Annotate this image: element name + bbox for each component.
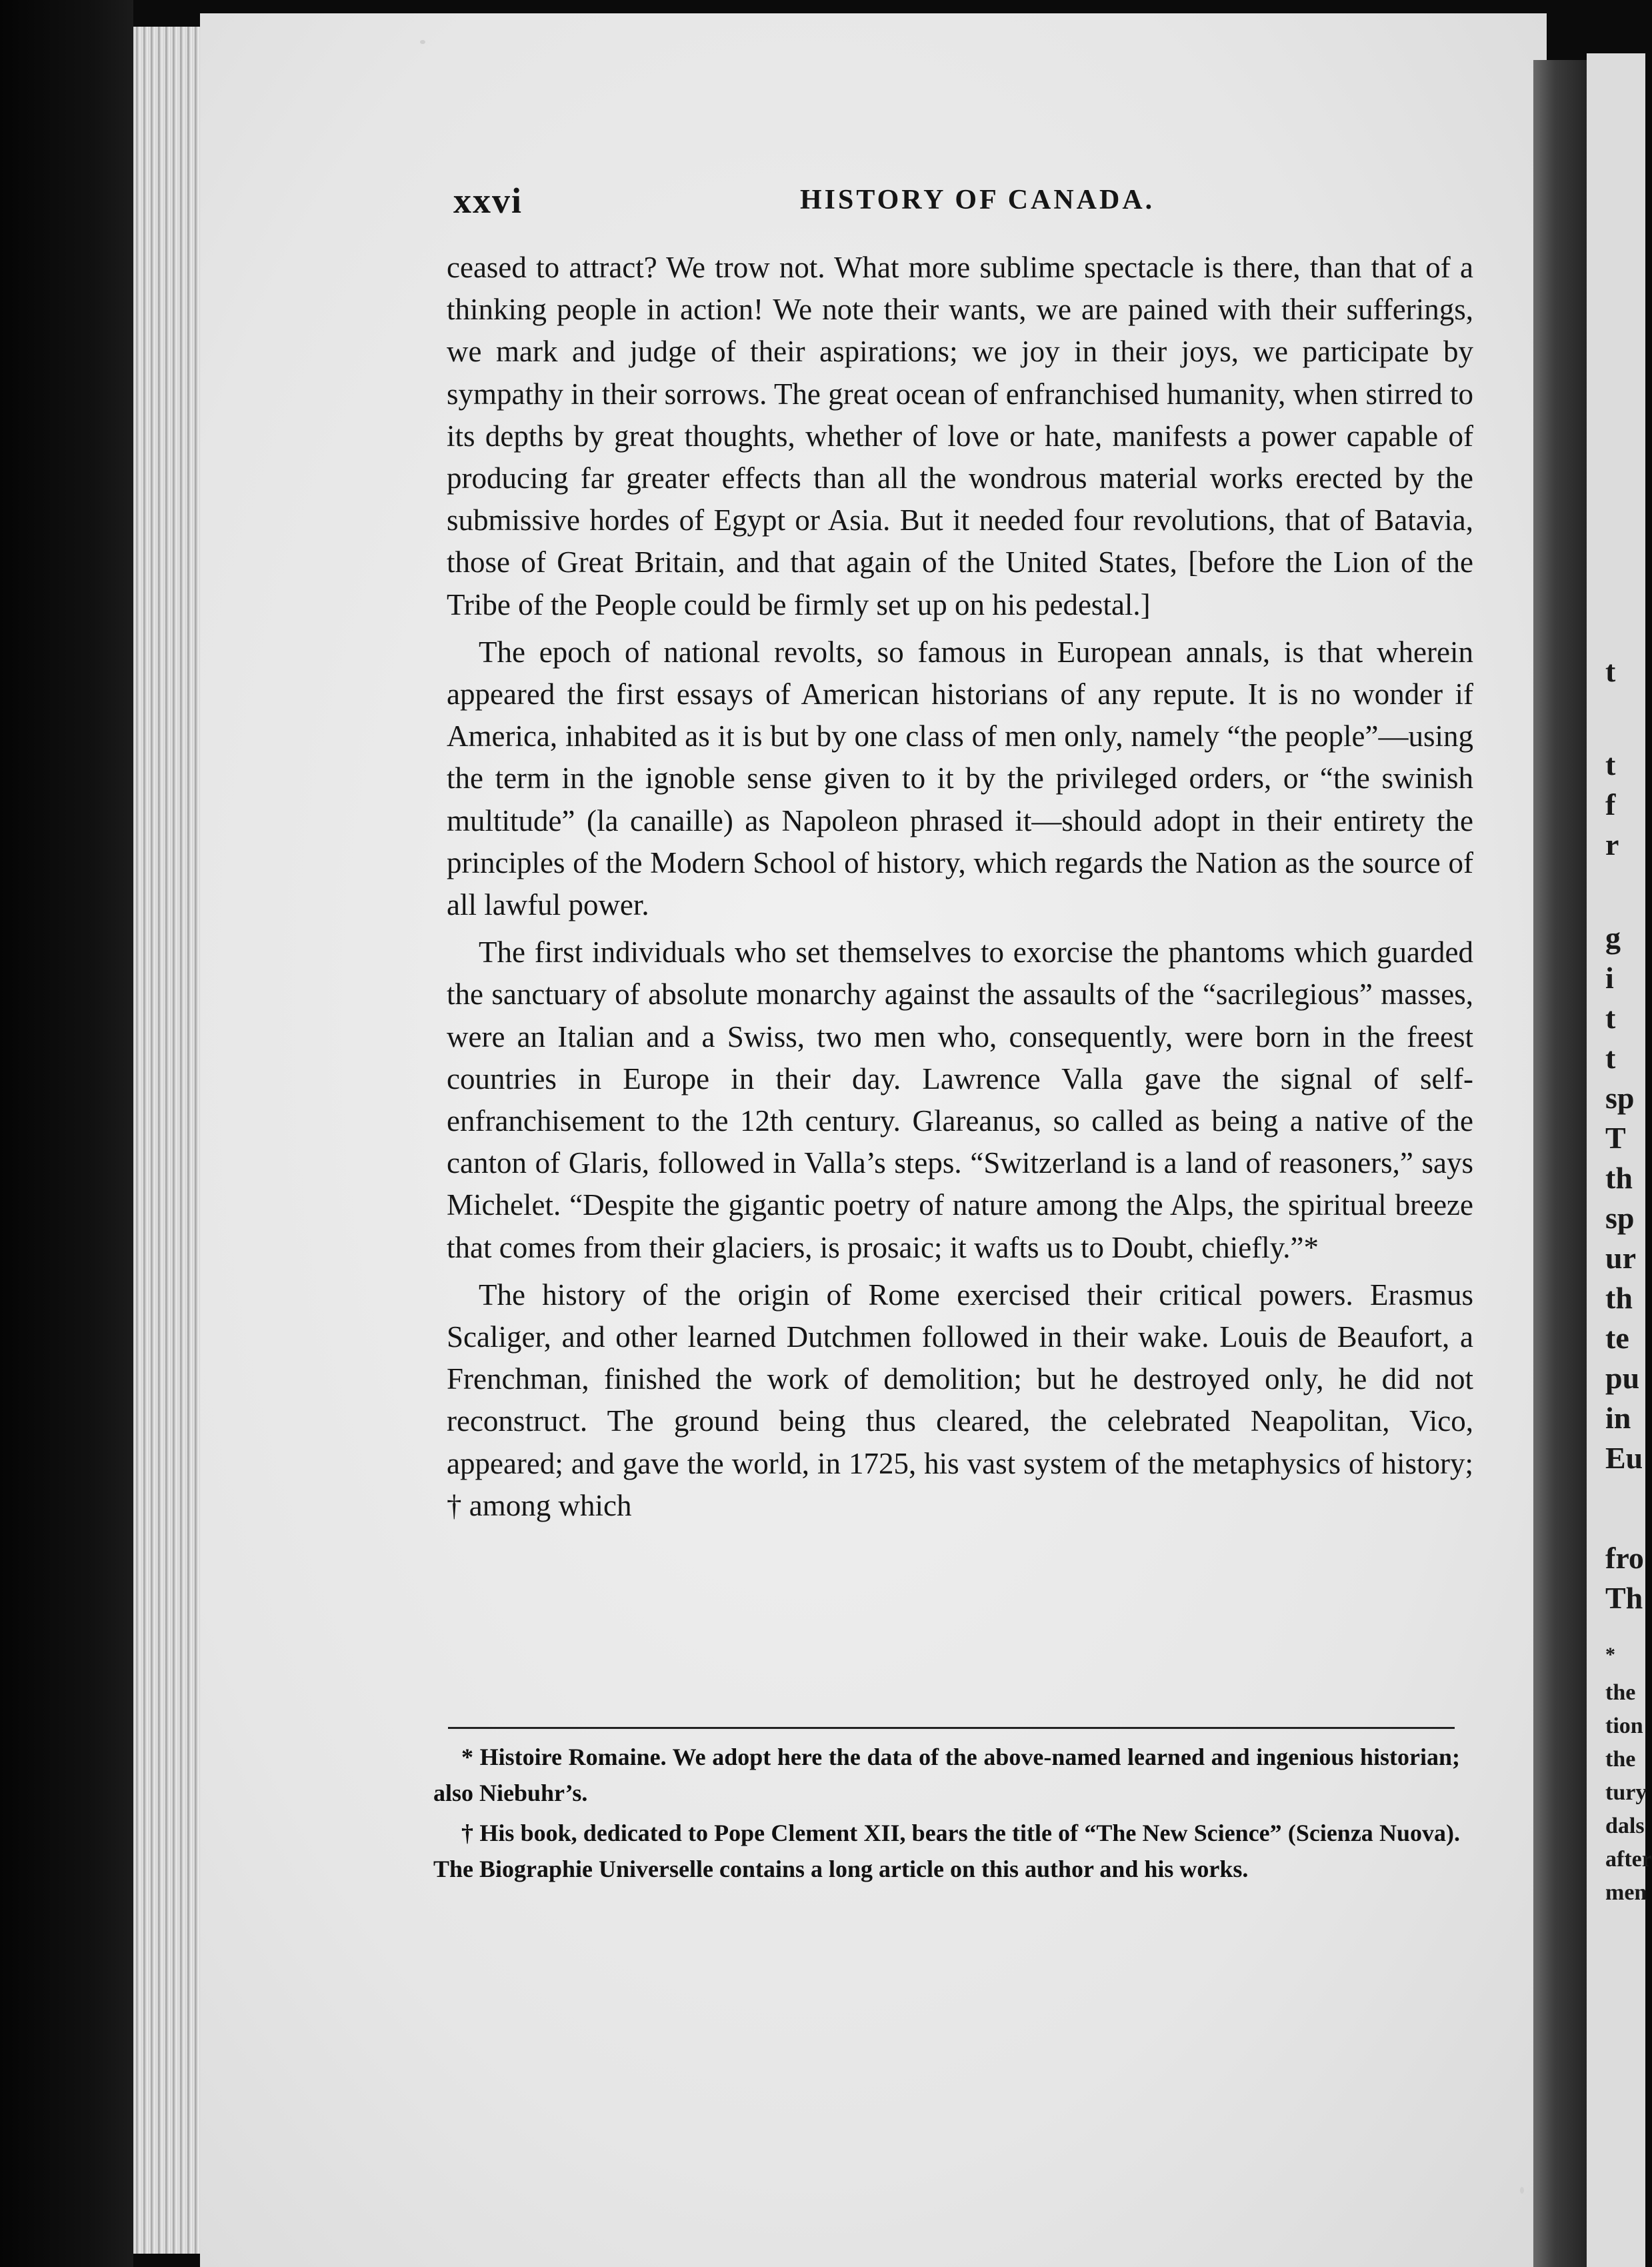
fragment-text: T [1605, 1121, 1626, 1155]
paragraph: The epoch of national revolts, so famous in European annals, is that wherein appeared the first essays of American historians of any repute. It is no wonder if America, inhabited as it is but by one class of men only, namely “the people”—using the term in the ignoble sense given to it by the privileged orders, or “the swinish multitude” (la canaille) as Napoleon phrased it—should adopt in their entirety the principles of the Modern School of history, which regards the Nation as the source of all lawful power. [447, 635, 1473, 922]
page-edges [133, 27, 207, 2254]
fragment-text: f [1605, 787, 1616, 821]
paragraph: ceased to attract? We trow not. What more sublime spectacle is there, than that of a thinking people in action! We note their wants, we are pained with their sufferings, we mark and judge of their aspirations; we joy in their joys, we participate by sympathy in their sorrows. The great ocean of enfranchised humanity, when stirred to its depths by great thoughts, whether of love or hate, manifests a power capable of producing far greater effects than all the wondrous material works erected by the submissive hordes of Egypt or Asia. But it needed four revolutions, that of Batavia, those of Great Britain, and that again of the United States, [before the Lion of the Tribe of the People could be firmly set up on his pedestal.] [447, 251, 1473, 621]
body-text [447, 247, 1473, 1532]
fragment-text: t [1605, 1041, 1616, 1075]
scan-background [0, 0, 133, 2267]
fragment-text: ur [1605, 1241, 1636, 1275]
fragment-text: t [1605, 747, 1616, 781]
fragment-text: men [1605, 1880, 1647, 1905]
fragment-text: te [1605, 1321, 1629, 1355]
running-title: HISTORY OF CANADA. [800, 185, 1155, 215]
fragment-text: fro [1605, 1541, 1644, 1575]
book-gutter [1533, 60, 1587, 2267]
adjacent-page-fragment [1587, 53, 1652, 2267]
fragment-text: r [1605, 827, 1619, 861]
fragment-text: tion [1605, 1714, 1643, 1738]
fragment-text: i [1605, 961, 1614, 995]
fragment-text: in [1605, 1401, 1631, 1435]
fragment-text: sp [1605, 1201, 1635, 1235]
fragment-text: after [1605, 1847, 1652, 1872]
fragment-text: dals [1605, 1814, 1645, 1838]
footnote: * Histoire Romaine. We adopt here the data of the above-named learned and ingenious historian; also Niebuhr’s. [433, 1744, 1460, 1806]
fragment-text: * [1605, 1644, 1615, 1666]
fragment-text: th [1605, 1161, 1633, 1195]
fragment-text: Eu [1605, 1441, 1643, 1475]
fragment-text: pu [1605, 1361, 1640, 1395]
fragment-text: t [1605, 1001, 1616, 1035]
page-header [453, 180, 1480, 227]
fragment-text: sp [1605, 1081, 1635, 1115]
fragment-text: the [1605, 1680, 1636, 1705]
paragraph: The first individuals who set themselves to exorcise the phantoms which guarded the sanctuary of absolute monarchy against the assaults of the “sacrilegious” masses, were an Italian and a Swiss, two men who, consequently, were born in the freest countries in Europe in their day. Lawrence Valla gave the signal of self-enfranchisement to the 12th century. Glareanus, so called as being a native of the canton of Glaris, followed in Valla’s steps. “Switzerland is a land of reasoners,” says Michelet. “Despite the gigantic poetry of nature among the Alps, the spiritual breeze that comes from their glaciers, is prosaic; it wafts us to Doubt, chiefly.”* [447, 935, 1473, 1264]
footnote-rule [448, 1727, 1455, 1729]
footnote: † His book, dedicated to Pope Clement XII, bears the title of “The New Science” (Scienza Nuova). The Biographie Universelle contains a long article on this author and his works. [433, 1820, 1460, 1882]
fragment-text: Th [1605, 1581, 1643, 1615]
fragment-text: th [1605, 1281, 1633, 1315]
fragment-text: the [1605, 1747, 1636, 1772]
page-number: xxvi [453, 181, 523, 221]
footnotes [433, 1739, 1460, 1891]
fragment-text: t [1605, 654, 1616, 688]
fragment-text: tury [1605, 1780, 1647, 1805]
fragment-text: g [1605, 921, 1621, 955]
paragraph: The history of the origin of Rome exercised their critical powers. Erasmus Scaliger, and other learned Dutchmen followed in their wake. Louis de Beaufort, a Frenchman, finished the work of demolition; but he destroyed only, he did not reconstruct. The ground being thus cleared, the celebrated Neapolitan, Vico, appeared; and gave the world, in 1725, his vast system of the metaphysics of history; † among which [447, 1278, 1473, 1522]
